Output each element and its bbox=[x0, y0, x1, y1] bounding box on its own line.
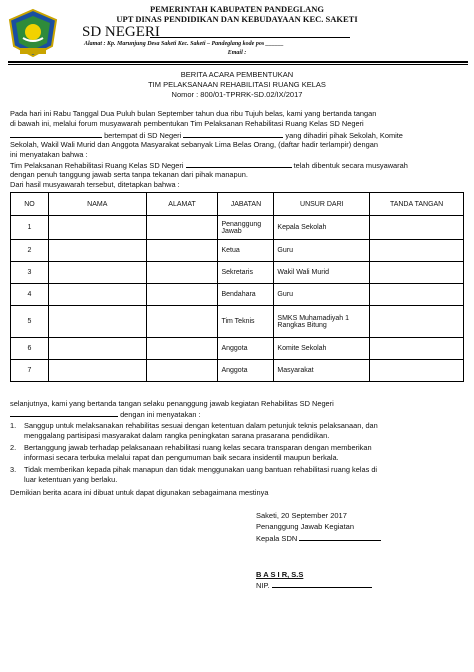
row-no: 7 bbox=[11, 360, 49, 382]
table-header-row bbox=[11, 193, 464, 216]
intro-line-6: Tim Pelaksanan Rehabilitasi Ruang Kelas SD Negeri telah dibentuk secara musyawarah bbox=[10, 161, 408, 170]
intro-line-2: di bawah ini, melalui forum musyawarah pembentukan Tim Pelaksanan Rehabilitasi Ruang Kelas SD Negeri bbox=[10, 119, 364, 128]
intro-line-8: Dari hasil musyawarah tersebut, ditetapkan bahwa : bbox=[10, 180, 180, 189]
school-blank bbox=[186, 160, 292, 168]
point-2: 2. Bertanggung jawab terhadap pelaksanaan rehabilitasi ruang kelas secara transparan dengan memberikan bbox=[10, 443, 372, 452]
letterhead-agency: UPT DINAS PENDIDIKAN DAN KEBUDAYAAN KEC. SAKETI bbox=[116, 14, 358, 24]
row-jabatan: Bendahara bbox=[218, 284, 274, 306]
row-unsur: SMKS Muhamadiyah 1 Rangkas Bitung bbox=[274, 306, 370, 338]
point-3: 3. Tidak memberikan kepada pihak manapun dan tidak menggunakan uang bantuan rehabilitasi ruang kelas di bbox=[10, 465, 378, 474]
point-3-cont: luar ketentuan yang berlaku. bbox=[24, 475, 118, 484]
table-row bbox=[11, 284, 464, 306]
row-nama bbox=[48, 216, 146, 240]
signature-place-date: Saketi, 20 September 2017 bbox=[256, 511, 347, 520]
row-nama bbox=[48, 262, 146, 284]
school-blank bbox=[183, 130, 283, 138]
header-jabatan: JABATAN bbox=[218, 193, 274, 216]
header-no: NO bbox=[11, 193, 49, 216]
row-alamat bbox=[146, 216, 218, 240]
school-name-blank bbox=[150, 37, 350, 38]
row-alamat bbox=[146, 360, 218, 382]
row-nama bbox=[48, 240, 146, 262]
row-no: 2 bbox=[11, 240, 49, 262]
committee-table bbox=[10, 192, 464, 382]
row-jabatan: Penanggung Jawab bbox=[218, 216, 274, 240]
document-number: Nomor : 800/01-TPRRK-SD.02/IX/2017 bbox=[171, 90, 303, 99]
row-ttd bbox=[370, 306, 464, 338]
row-ttd bbox=[370, 360, 464, 382]
signatory-nip: NIP. bbox=[256, 580, 372, 590]
row-nama bbox=[48, 306, 146, 338]
row-no: 6 bbox=[11, 338, 49, 360]
letterhead-address: Alamat : Kp. Marunjung Desa Saketi Kec. Saketi – Pandeglang kode pos ______ bbox=[84, 41, 284, 47]
signature-role: Penanggung Jawab Kegiatan bbox=[256, 522, 354, 531]
school-blank bbox=[299, 533, 381, 541]
after-line-1: selanjutnya, kami yang bertanda tangan selaku penanggung jawab kegiatan Rehabilitas SD Negeri bbox=[10, 399, 334, 408]
point-2-cont: informasi secara terbuka melalui rapat dan pengumuman baik secara insidentil maupun berkala. bbox=[24, 453, 339, 462]
letterhead-divider-thin bbox=[8, 64, 468, 65]
letterhead-government: PEMERINTAH KABUPATEN PANDEGLANG bbox=[149, 4, 325, 14]
document-subtitle: TIM PELAKSANAAN REHABILITASI RUANG KELAS bbox=[148, 80, 326, 89]
row-ttd bbox=[370, 216, 464, 240]
letterhead-email: Email : bbox=[227, 50, 247, 56]
intro-line-5: ini menyatakan bahwa : bbox=[10, 150, 88, 159]
school-blank bbox=[10, 409, 118, 417]
intro-line-4: Sekolah, Wakil Wali Murid dan Anggota Masyarakat sebanyak Lima Belas Orang, (daftar hadir terlampir) dengan bbox=[10, 140, 378, 149]
row-nama bbox=[48, 360, 146, 382]
row-alamat bbox=[146, 262, 218, 284]
row-jabatan: Tim Teknis bbox=[218, 306, 274, 338]
table-row bbox=[11, 262, 464, 284]
row-jabatan: Anggota bbox=[218, 338, 274, 360]
school-blank bbox=[10, 130, 102, 138]
header-unsur: UNSUR DARI bbox=[274, 193, 370, 216]
row-no: 5 bbox=[11, 306, 49, 338]
letterhead-divider bbox=[8, 61, 468, 63]
intro-line-7: dengan penuh tanggung jawab serta tanpa tekanan dari pihak manapun. bbox=[10, 170, 248, 179]
signature-role-school: Kepala SDN bbox=[256, 533, 381, 543]
row-ttd bbox=[370, 284, 464, 306]
row-no: 1 bbox=[11, 216, 49, 240]
row-jabatan: Sekretaris bbox=[218, 262, 274, 284]
row-alamat bbox=[146, 284, 218, 306]
point-1-cont: menggalang partisipasi masyarakat dalam rangka peningkatan sarana prasarana pendidikan. bbox=[24, 431, 330, 440]
document-title: BERITA ACARA PEMBENTUKAN bbox=[180, 70, 294, 79]
table-row bbox=[11, 306, 464, 338]
row-unsur: Masyarakat bbox=[274, 360, 370, 382]
row-ttd bbox=[370, 240, 464, 262]
nip-blank bbox=[272, 580, 372, 588]
row-ttd bbox=[370, 338, 464, 360]
row-nama bbox=[48, 338, 146, 360]
table-row bbox=[11, 338, 464, 360]
row-no: 4 bbox=[11, 284, 49, 306]
point-1: 1. Sanggup untuk melaksanakan rehabilitas sesuai dengan ketentuan dalam petunjuk teknis pelaksanaan, dan bbox=[10, 421, 378, 430]
closing-statement: Demikian berita acara ini dibuat untuk dapat digunakan sebagaimana mestinya bbox=[10, 488, 269, 497]
row-jabatan: Anggota bbox=[218, 360, 274, 382]
row-nama bbox=[48, 284, 146, 306]
letterhead-school: SD NEGERI bbox=[82, 24, 160, 40]
table-row bbox=[11, 360, 464, 382]
row-alamat bbox=[146, 306, 218, 338]
row-unsur: Komite Sekolah bbox=[274, 338, 370, 360]
row-alamat bbox=[146, 338, 218, 360]
row-alamat bbox=[146, 240, 218, 262]
header-alamat: ALAMAT bbox=[146, 193, 218, 216]
intro-line-3: bertempat di SD Negeri yang dihadiri pihak Sekolah, Komite bbox=[10, 130, 403, 140]
row-unsur: Wakil Wali Murid bbox=[274, 262, 370, 284]
row-unsur: Kepala Sekolah bbox=[274, 216, 370, 240]
signatory-name: B A S I R, S.S bbox=[256, 570, 304, 579]
header-ttd: TANDA TANGAN bbox=[370, 193, 464, 216]
row-ttd bbox=[370, 262, 464, 284]
table-row bbox=[11, 240, 464, 262]
intro-line-1: Pada hari ini Rabu Tanggal Dua Puluh bulan September tahun dua ribu Tujuh belas, kami yang bertanda tangan bbox=[10, 109, 377, 118]
row-no: 3 bbox=[11, 262, 49, 284]
row-unsur: Guru bbox=[274, 284, 370, 306]
row-jabatan: Ketua bbox=[218, 240, 274, 262]
after-line-2: dengan ini menyatakan : bbox=[10, 409, 201, 419]
header-nama: NAMA bbox=[48, 193, 146, 216]
table-row bbox=[11, 216, 464, 240]
row-unsur: Guru bbox=[274, 240, 370, 262]
